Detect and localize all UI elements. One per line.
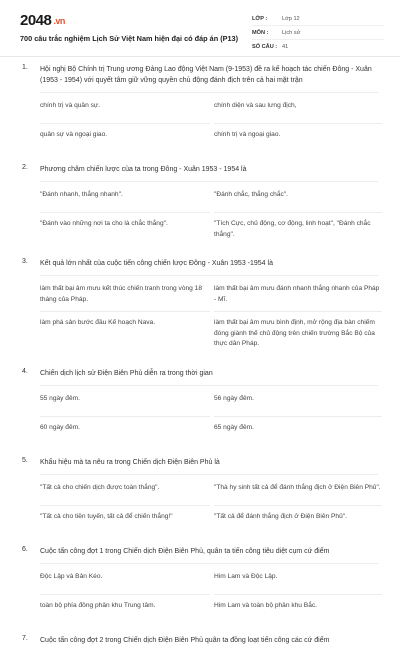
answer-grid: [40, 284, 378, 356]
answer-option[interactable]: "Tích Cực, chủ động, cơ động, linh hoạt", "Đánh chắc thắng".: [214, 220, 371, 238]
meta-value[interactable]: Lịch sử: [282, 29, 301, 36]
divider: [40, 563, 378, 564]
meta-label: LỚP :: [252, 15, 268, 22]
answer-option[interactable]: "Tất cả để đánh thắng địch ở Điện Biên Phủ".: [214, 512, 347, 520]
meta-label: MÔN :: [252, 29, 269, 36]
answer-option[interactable]: "Đánh vào những nơi ta cho là chắc thắng".: [40, 220, 168, 227]
meta-value[interactable]: Lớp 12: [282, 15, 300, 22]
answer-option[interactable]: "Đánh nhanh, thắng nhanh".: [40, 190, 210, 213]
answer-option[interactable]: làm thất bại âm mưu đánh nhanh thắng nhanh của Pháp - Mĩ.: [214, 284, 382, 312]
question-item: [0, 368, 400, 445]
answer-option[interactable]: toàn bộ phía đông phân khu Trung tâm.: [40, 601, 156, 609]
answer-option[interactable]: chính diện và sau lưng địch,: [214, 101, 382, 124]
answer-option[interactable]: "Thà hy sinh tất cả để đánh thắng địch ở Điện Biên Phủ".: [214, 483, 382, 506]
answer-grid: [40, 190, 378, 246]
meta-row-count: [252, 40, 384, 53]
answer-grid: [40, 572, 378, 623]
answer-option[interactable]: quân sự và ngoại giao.: [40, 131, 108, 138]
question-number: 3.: [22, 258, 28, 265]
page-title: 700 câu trắc nghiệm Lịch Sử Việt Nam hiện đại có đáp án (P13): [20, 34, 239, 43]
question-text: Khẩu hiệu mà ta nêu ra trong Chiến dịch Điện Biên Phủ là: [40, 458, 220, 466]
answer-grid: [40, 101, 378, 152]
answer-option[interactable]: làm phá sản bước đầu Kế hoạch Nava.: [40, 319, 156, 326]
answer-option[interactable]: chính trị và ngoại giao.: [214, 131, 281, 138]
logo-suffix: .vn: [53, 16, 65, 26]
question-text: Cuộc tấn công đợt 1 trong Chiến dịch Điện Biên Phủ, quân ta tiến công tiêu diệt cụm cứ điểm: [40, 547, 330, 555]
answer-option[interactable]: làm thất bại âm mưu bình định, mở rộng địa bàn chiếm đóng giành thế chủ động trên chiến trường Bắc Bộ của thực dân Pháp.: [214, 319, 375, 347]
divider: [40, 385, 378, 386]
question-number: 4.: [22, 367, 28, 375]
answer-grid: [40, 483, 381, 534]
divider: [40, 92, 378, 93]
question-text: Chiến dịch lịch sử Điện Biên Phủ diễn ra trong thời gian: [40, 369, 213, 377]
meta-table: [252, 12, 384, 53]
answer-option[interactable]: Him Lam và Độc Lập.: [214, 572, 382, 595]
logo-number: 2048: [20, 12, 52, 29]
answer-option[interactable]: chính trị và quân sự.: [40, 101, 210, 124]
question-item: [0, 546, 400, 623]
answer-option[interactable]: "Tất cả cho chiến dịch được toàn thắng".: [40, 483, 210, 506]
question-number: 5.: [22, 456, 28, 464]
meta-row-class: [252, 12, 384, 26]
answer-option[interactable]: 65 ngày đêm.: [214, 423, 254, 431]
answer-option[interactable]: 56 ngày đêm.: [214, 394, 382, 417]
answer-option[interactable]: Him Lam và toàn bộ phân khu Bắc.: [214, 601, 317, 609]
page-header: [0, 0, 400, 57]
question-item: [0, 64, 400, 152]
question-text: Kết quả lớn nhất của cuộc tiến công chiến lược Đông - Xuân 1953 -1954 là: [40, 260, 273, 267]
answer-option[interactable]: làm thất bại âm mưu kết thúc chiến tranh trong vòng 18 tháng của Pháp.: [40, 284, 210, 312]
meta-row-subject: [252, 26, 384, 40]
divider: [40, 275, 378, 276]
question-text: Hội nghị Bộ Chính trị Trung ương Đảng Lao động Việt Nam (9-1953) đề ra kế hoạch tác chiến Đông - Xuân (1953 - 1954) với quyết tâm giữ vững quyền chủ động đánh địch trên cả hai mặt trận: [40, 66, 372, 84]
question-number: 7.: [22, 634, 28, 642]
meta-label: SỐ CÂU :: [252, 43, 278, 50]
divider: [40, 181, 378, 182]
answer-option[interactable]: Độc Lập và Bản Kéo.: [40, 572, 210, 595]
answer-option[interactable]: "Tất cả cho tiền tuyến, tất cả để chiến thắng!": [40, 512, 173, 520]
question-item: [0, 258, 400, 356]
divider: [40, 474, 378, 475]
question-text: Phương châm chiến lược của ta trong Đông - Xuân 1953 - 1954 là: [40, 166, 247, 173]
question-number: 1.: [22, 64, 28, 71]
question-item: [0, 164, 400, 246]
answer-option[interactable]: 60 ngày đêm.: [40, 423, 80, 431]
question-list: [0, 64, 400, 658]
question-text: Cuộc tấn công đợt 2 trong Chiến dịch Điện Biên Phủ quân ta đồng loạt tiến công các cứ điểm: [40, 636, 330, 644]
site-logo[interactable]: [20, 12, 65, 29]
answer-grid: [40, 394, 378, 445]
answer-option[interactable]: 55 ngày đêm.: [40, 394, 210, 417]
question-item: [0, 635, 400, 646]
answer-option[interactable]: "Đánh chắc, thắng chắc".: [214, 190, 382, 213]
question-item: [0, 457, 400, 534]
question-number: 2.: [22, 164, 28, 171]
question-number: 6.: [22, 545, 28, 553]
meta-value: 41: [282, 43, 289, 50]
